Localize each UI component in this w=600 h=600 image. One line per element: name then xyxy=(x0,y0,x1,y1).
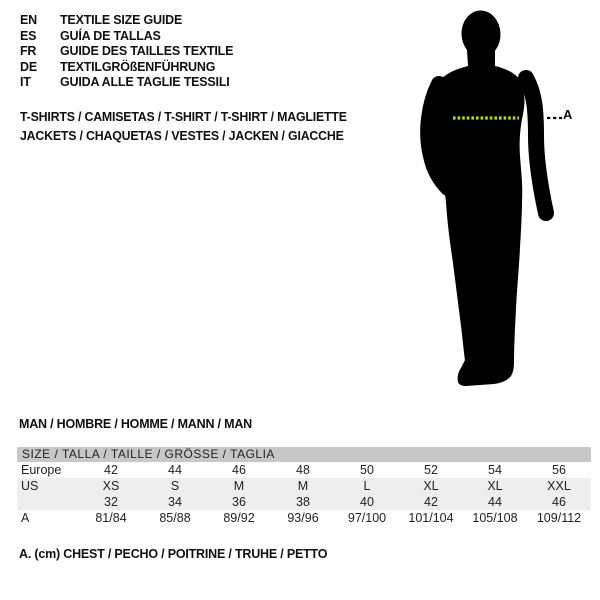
table-cell: M xyxy=(207,478,271,494)
language-row-es xyxy=(20,29,233,45)
table-cell: 32 xyxy=(79,494,143,510)
language-title: TEXTILE SIZE GUIDE xyxy=(60,13,183,27)
section-label-man: MAN / HOMBRE / HOMME / MANN / MAN xyxy=(19,417,252,431)
language-code: FR xyxy=(20,44,37,58)
row-label xyxy=(17,494,79,510)
language-title: GUIDE DES TAILLES TEXTILE xyxy=(60,44,234,58)
language-code: EN xyxy=(20,13,37,27)
table-cell: 109/112 xyxy=(536,511,582,525)
table-cell: XL xyxy=(463,478,527,494)
language-row-en xyxy=(20,13,233,29)
table-cell: 54 xyxy=(488,463,502,477)
silhouette-right-arm xyxy=(526,78,546,213)
language-title: GUIDA ALLE TAGLIE TESSILI xyxy=(60,75,230,89)
table-cell: 97/100 xyxy=(347,511,387,525)
table-cell: XXL xyxy=(527,478,591,494)
category-jackets: JACKETS / CHAQUETAS / VESTES / JACKEN / GIACCHE xyxy=(20,127,344,143)
language-title: TEXTILGRÖßENFÜHRUNG xyxy=(60,59,216,74)
table-cell: M xyxy=(271,478,335,494)
table-cell: 81/84 xyxy=(95,511,127,525)
size-table-header-row xyxy=(17,447,591,462)
table-cell: L xyxy=(335,478,399,494)
language-title: GUÍA DE TALLAS xyxy=(60,28,161,43)
size-table xyxy=(17,447,591,526)
man-silhouette-figure xyxy=(420,8,573,398)
table-cell: XL xyxy=(399,478,463,494)
language-list xyxy=(20,13,233,91)
measurement-caption: A. (cm) CHEST / PECHO / POITRINE / TRUHE / PETTO xyxy=(19,547,328,561)
table-cell: 46 xyxy=(232,463,246,477)
silhouette-body xyxy=(430,50,524,386)
table-cell: 52 xyxy=(424,463,438,477)
table-cell: 42 xyxy=(104,463,118,477)
table-cell: XS xyxy=(79,478,143,494)
table-cell: 48 xyxy=(296,463,310,477)
table-cell: 40 xyxy=(335,494,399,510)
category-tshirts: T-SHIRTS / CAMISETAS / T-SHIRT / T-SHIRT / MAGLIETTE xyxy=(20,109,347,124)
row-label: A xyxy=(21,511,30,525)
table-cell: 50 xyxy=(360,463,374,477)
table-cell: 44 xyxy=(463,494,527,510)
table-cell: 105/108 xyxy=(472,511,518,525)
row-label: US xyxy=(17,478,79,494)
table-cell: 44 xyxy=(168,463,182,477)
table-cell: S xyxy=(143,478,207,494)
language-row-fr xyxy=(20,44,233,60)
table-cell: 56 xyxy=(552,463,566,477)
table-row-us xyxy=(17,478,591,494)
language-row-de xyxy=(20,60,233,76)
language-code: ES xyxy=(20,28,37,43)
measure-label-a: A xyxy=(563,107,573,122)
table-cell: 42 xyxy=(399,494,463,510)
size-table-header: SIZE / TALLA / TAILLE / GRÖSSE / TAGLIA xyxy=(17,447,591,462)
language-code: DE xyxy=(20,59,37,74)
language-code: IT xyxy=(20,75,31,89)
category-list xyxy=(20,108,347,145)
table-cell: 89/92 xyxy=(223,511,255,525)
table-cell: 85/88 xyxy=(159,511,191,525)
table-row-uk xyxy=(17,494,591,510)
language-row-it xyxy=(20,75,233,91)
table-cell: 36 xyxy=(207,494,271,510)
table-row-europe xyxy=(17,462,591,478)
table-cell: 46 xyxy=(527,494,591,510)
table-row-chest-a xyxy=(17,510,591,526)
table-cell: 101/104 xyxy=(408,511,454,525)
table-cell: 34 xyxy=(143,494,207,510)
table-cell: 93/96 xyxy=(287,511,319,525)
row-label: Europe xyxy=(21,463,62,477)
table-cell: 38 xyxy=(271,494,335,510)
